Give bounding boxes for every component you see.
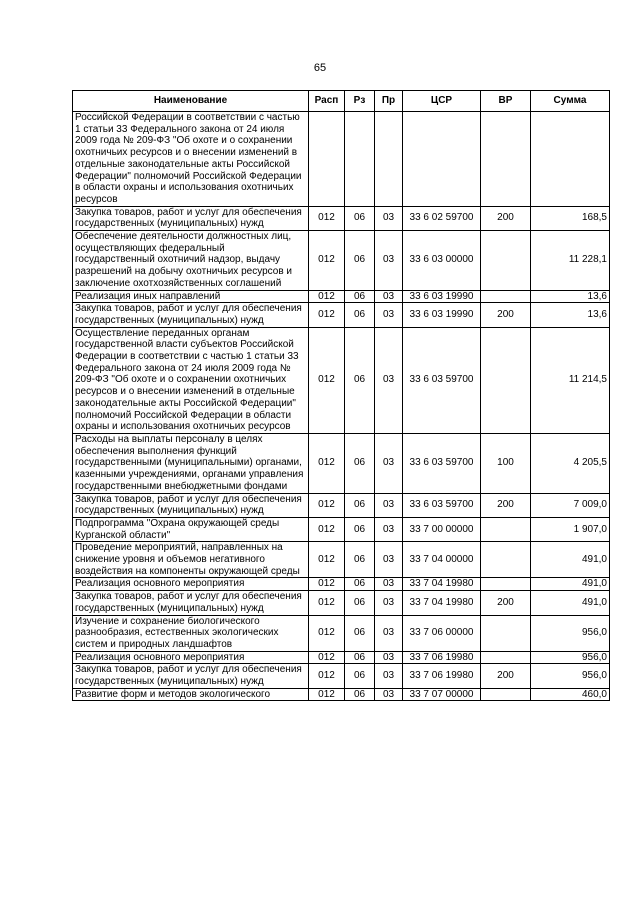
cell-pr: 03 (375, 664, 403, 688)
cell-rasp: 012 (309, 578, 345, 591)
cell-sum: 13,6 (531, 290, 610, 303)
cell-pr: 03 (375, 517, 403, 541)
header-pr: Пр (375, 91, 403, 112)
table-row (73, 651, 610, 664)
cell-rasp: 012 (309, 615, 345, 651)
table-row (73, 517, 610, 541)
cell-rasp: 012 (309, 290, 345, 303)
cell-vr (481, 290, 531, 303)
cell-sum: 956,0 (531, 664, 610, 688)
cell-name: Закупка товаров, работ и услуг для обеспечения государственных (муниципальных) нужд (73, 591, 309, 615)
header-vr: ВР (481, 91, 531, 112)
cell-pr (375, 112, 403, 207)
cell-pr: 03 (375, 327, 403, 433)
cell-vr (481, 327, 531, 433)
page-number: 65 (313, 62, 327, 74)
cell-sum: 956,0 (531, 651, 610, 664)
cell-name: Осуществление переданных органам государственной власти субъектов Российской Федерации в соответствии с частью 1 статьи 33 Федерального закона от 24 июля 2009 года № 209-ФЗ "Об охоте и о сохранении охотничьих ресурсов и о внесении изменений в отдельные законодательные акты Российской Федерации" полномочий Российской Федерации в области охраны и использования охотничьих ресурсов (73, 327, 309, 433)
cell-vr (481, 231, 531, 291)
cell-sum: 7 009,0 (531, 493, 610, 517)
budget-table (72, 90, 610, 701)
cell-rz: 06 (345, 615, 375, 651)
table-header-row (73, 91, 610, 112)
cell-rasp: 012 (309, 517, 345, 541)
cell-vr: 200 (481, 493, 531, 517)
cell-name: Проведение мероприятий, направленных на снижение уровня и объемов негативного воздействия на компоненты окружающей среды (73, 542, 309, 578)
cell-csr: 33 7 06 00000 (403, 615, 481, 651)
cell-csr: 33 7 06 19980 (403, 651, 481, 664)
cell-csr: 33 7 04 19980 (403, 591, 481, 615)
cell-rz: 06 (345, 303, 375, 327)
cell-rz: 06 (345, 206, 375, 230)
table-row (73, 688, 610, 701)
cell-sum: 460,0 (531, 688, 610, 701)
cell-vr: 200 (481, 591, 531, 615)
table-row (73, 303, 610, 327)
cell-rz: 06 (345, 688, 375, 701)
header-sum: Сумма (531, 91, 610, 112)
cell-vr: 200 (481, 303, 531, 327)
table-row (73, 615, 610, 651)
cell-pr: 03 (375, 688, 403, 701)
header-rz: Рз (345, 91, 375, 112)
header-name: Наименование (73, 91, 309, 112)
table-row (73, 542, 610, 578)
cell-rasp: 012 (309, 303, 345, 327)
cell-pr: 03 (375, 542, 403, 578)
cell-name: Развитие форм и методов экологического (73, 688, 309, 701)
cell-csr: 33 7 06 19980 (403, 664, 481, 688)
cell-csr: 33 6 03 59700 (403, 493, 481, 517)
cell-rz: 06 (345, 542, 375, 578)
table-row (73, 433, 610, 493)
cell-rz (345, 112, 375, 207)
table-body (73, 112, 610, 701)
cell-rasp: 012 (309, 591, 345, 615)
cell-rz: 06 (345, 664, 375, 688)
cell-csr: 33 7 04 19980 (403, 578, 481, 591)
table-row (73, 231, 610, 291)
cell-vr (481, 688, 531, 701)
cell-name: Изучение и сохранение биологического разнообразия, естественных экологических систем и природных ландшафтов (73, 615, 309, 651)
cell-rasp: 012 (309, 327, 345, 433)
cell-rz: 06 (345, 578, 375, 591)
table-row (73, 591, 610, 615)
cell-pr: 03 (375, 206, 403, 230)
cell-csr: 33 6 03 00000 (403, 231, 481, 291)
cell-vr: 200 (481, 206, 531, 230)
cell-csr (403, 112, 481, 207)
cell-rasp: 012 (309, 651, 345, 664)
cell-sum: 1 907,0 (531, 517, 610, 541)
cell-name: Закупка товаров, работ и услуг для обеспечения государственных (муниципальных) нужд (73, 206, 309, 230)
cell-rasp (309, 112, 345, 207)
cell-rasp: 012 (309, 688, 345, 701)
cell-sum: 13,6 (531, 303, 610, 327)
header-csr: ЦСР (403, 91, 481, 112)
cell-pr: 03 (375, 290, 403, 303)
cell-vr (481, 578, 531, 591)
cell-vr (481, 542, 531, 578)
cell-csr: 33 6 03 19990 (403, 303, 481, 327)
cell-name: Реализация основного мероприятия (73, 578, 309, 591)
cell-csr: 33 7 07 00000 (403, 688, 481, 701)
cell-pr: 03 (375, 615, 403, 651)
cell-csr: 33 7 00 00000 (403, 517, 481, 541)
cell-name: Закупка товаров, работ и услуг для обеспечения государственных (муниципальных) нужд (73, 303, 309, 327)
cell-vr (481, 112, 531, 207)
cell-rz: 06 (345, 327, 375, 433)
cell-sum: 491,0 (531, 578, 610, 591)
cell-pr: 03 (375, 303, 403, 327)
cell-sum: 168,5 (531, 206, 610, 230)
cell-pr: 03 (375, 231, 403, 291)
cell-rasp: 012 (309, 433, 345, 493)
cell-name: Закупка товаров, работ и услуг для обеспечения государственных (муниципальных) нужд (73, 493, 309, 517)
cell-name: Российской Федерации в соответствии с частью 1 статьи 33 Федерального закона от 24 июля 2009 года № 209-ФЗ "Об охоте и о сохранении охотничьих ресурсов и о внесении изменений в отдельные законодательные акты Российской Федерации" полномочий Российской Федерации в области охраны и использования охотничьих ресурсов (73, 112, 309, 207)
table-row (73, 493, 610, 517)
cell-rz: 06 (345, 651, 375, 664)
cell-name: Расходы на выплаты персоналу в целях обеспечения выполнения функций государственными (муниципальными) органами, казенными учреждениями, органами управления государственными внебюджетными фондами (73, 433, 309, 493)
cell-csr: 33 6 03 19990 (403, 290, 481, 303)
cell-rasp: 012 (309, 493, 345, 517)
cell-rz: 06 (345, 591, 375, 615)
cell-sum: 491,0 (531, 542, 610, 578)
cell-rz: 06 (345, 231, 375, 291)
cell-pr: 03 (375, 433, 403, 493)
cell-name: Закупка товаров, работ и услуг для обеспечения государственных (муниципальных) нужд (73, 664, 309, 688)
cell-name: Реализация основного мероприятия (73, 651, 309, 664)
cell-sum: 11 214,5 (531, 327, 610, 433)
cell-rz: 06 (345, 433, 375, 493)
cell-vr: 100 (481, 433, 531, 493)
cell-rz: 06 (345, 290, 375, 303)
cell-name: Подпрограмма "Охрана окружающей среды Курганской области" (73, 517, 309, 541)
cell-sum: 11 228,1 (531, 231, 610, 291)
cell-vr (481, 651, 531, 664)
cell-sum (531, 112, 610, 207)
cell-vr (481, 517, 531, 541)
cell-csr: 33 6 03 59700 (403, 433, 481, 493)
header-rasp: Расп (309, 91, 345, 112)
table-row (73, 664, 610, 688)
cell-rasp: 012 (309, 664, 345, 688)
table-row (73, 112, 610, 207)
cell-name: Обеспечение деятельности должностных лиц, осуществляющих федеральный государственный охотничий надзор, выдачу разрешений на добычу охотничьих ресурсов и заключение охотхозяйственных соглашений (73, 231, 309, 291)
cell-csr: 33 6 03 59700 (403, 327, 481, 433)
table-row (73, 327, 610, 433)
cell-sum: 491,0 (531, 591, 610, 615)
cell-rasp: 012 (309, 231, 345, 291)
cell-rasp: 012 (309, 206, 345, 230)
table-row (73, 578, 610, 591)
cell-pr: 03 (375, 578, 403, 591)
cell-name: Реализация иных направлений (73, 290, 309, 303)
cell-pr: 03 (375, 591, 403, 615)
cell-sum: 4 205,5 (531, 433, 610, 493)
table-row (73, 290, 610, 303)
cell-csr: 33 6 02 59700 (403, 206, 481, 230)
cell-rz: 06 (345, 517, 375, 541)
cell-rz: 06 (345, 493, 375, 517)
table-row (73, 206, 610, 230)
cell-vr: 200 (481, 664, 531, 688)
cell-pr: 03 (375, 493, 403, 517)
cell-vr (481, 615, 531, 651)
cell-rasp: 012 (309, 542, 345, 578)
cell-sum: 956,0 (531, 615, 610, 651)
cell-pr: 03 (375, 651, 403, 664)
cell-csr: 33 7 04 00000 (403, 542, 481, 578)
